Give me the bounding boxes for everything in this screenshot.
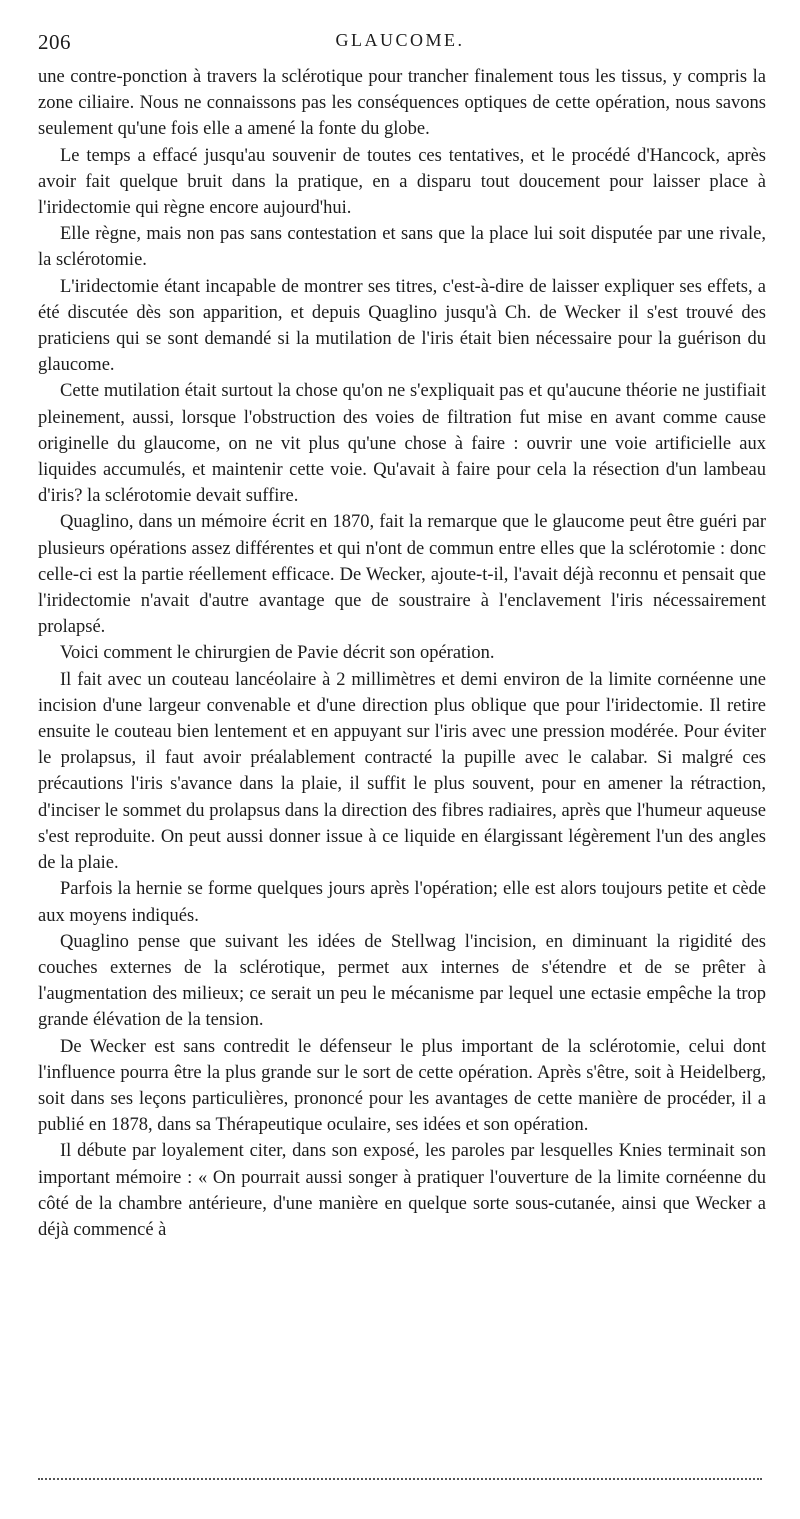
paragraph: une contre-ponction à travers la sclérotique pour trancher finalement tous les tissus, y compris la zone ciliaire. Nous ne connaissons pas les conséquences optiques de cette opération, nous savons seulement qu'une fois elle a amené la fonte du globe. [38,67,766,140]
paragraph: L'iridectomie étant incapable de montrer ses titres, c'est-à-dire de laisser expliquer ses effets, a été discutée dès son apparition, et depuis Quaglino jusqu'à Ch. de Wecker il s'est trouvé des praticiens qui se sont demandé si la mutilation de l'iris était bien nécessaire pour la guérison du glaucome. [38,276,766,376]
footer-dotted-rule [38,1478,762,1480]
running-title: GLAUCOME. [335,30,465,50]
page-header [38,30,762,54]
paragraph: De Wecker est sans contredit le défenseur le plus important de la sclérotomie, celui dont l'influence pourra être la plus grande sur le sort de cette opération. Après s'être, soit à Heidelberg, soit dans ses leçons particulières, prononcé pour les avantages de cette manière de procéder, il a publié en 1878, dans sa Thérapeutique oculaire, ses idées et son opération. [38,1036,766,1136]
paragraph: Il débute par loyalement citer, dans son exposé, les paroles par lesquelles Knies terminait son important mémoire : « On pourrait aussi songer à pratiquer l'ouverture de la limite cornéenne du côté de la chambre antérieure, d'une manière en quelque sorte sous-cutanée, ainsi que Wecker a déjà commencé à [38,1141,766,1240]
paragraph: Il fait avec un couteau lancéolaire à 2 millimètres et demi environ de la limite cornéenne une incision d'une largeur convenable et d'une direction plus oblique que pour l'iridectomie. Il retire ensuite le couteau bien lentement et en appuyant sur l'iris avec une pression modérée. Pour éviter le prolapsus, il faut avoir préalablement contracté la pupille avec le calabar. Si malgré ces précautions l'iris s'avance dans la plaie, il suffit le plus souvent, pour en amener la rétraction, d'inciser le sommet du prolapsus dans la direction des fibres radiaires, après que l'humeur aqueuse s'est reproduite. On peut aussi donner issue à ce liquide en élargissant légèrement l'un des angles de la plaie. [38,669,766,874]
paragraph: Parfois la hernie se forme quelques jours après l'opération; elle est alors toujours petite et cède aux moyens indiqués. [38,879,766,926]
paragraph: Elle règne, mais non pas sans contestation et sans que la place lui soit disputée par une rivale, la sclérotomie. [38,224,766,271]
paragraph: Quaglino, dans un mémoire écrit en 1870, fait la remarque que le glaucome peut être guéri par plusieurs opérations assez différentes et qui n'ont de commun entre elles que la sclérotomie : donc celle-ci est la partie réellement efficace. De Wecker, ajoute-t-il, l'avait déjà reconnu et pensait que l'iridectomie n'avait d'autre avantage que de soustraire à l'enclavement l'iris nécessairement prolapsé. [38,512,766,638]
paragraph: Cette mutilation était surtout la chose qu'on ne s'expliquait pas et qu'aucune théorie ne justifiait pleinement, aussi, lorsque l'obstruction des voies de filtration fut mise en avant comme cause originelle du glaucome, on ne vit plus qu'une chose à faire : ouvrir une voie artificielle aux liquides accumulés, et maintenir cette voie. Qu'avait à faire pour cela la résection d'un lambeau d'iris? la sclérotomie devait suffire. [38,381,766,507]
body-text [38,64,766,1243]
paragraph: Le temps a effacé jusqu'au souvenir de toutes ces tentatives, et le procédé d'Hancock, après avoir fait quelque bruit dans la pratique, en a disparu tout doucement pour laisser place à l'iridectomie qui règne encore aujourd'hui. [38,145,766,219]
paragraph: Voici comment le chirurgien de Pavie décrit son opération. [60,643,495,664]
page-number: 206 [38,30,71,54]
paragraph: Quaglino pense que suivant les idées de Stellwag l'incision, en diminuant la rigidité des couches externes de la sclérotique, permet aux internes de s'étendre et de se prêter à l'augmentation des milieux; ce serait un peu le mécanisme par lequel une ectasie empêche la trop grande élévation de la tension. [38,931,766,1031]
